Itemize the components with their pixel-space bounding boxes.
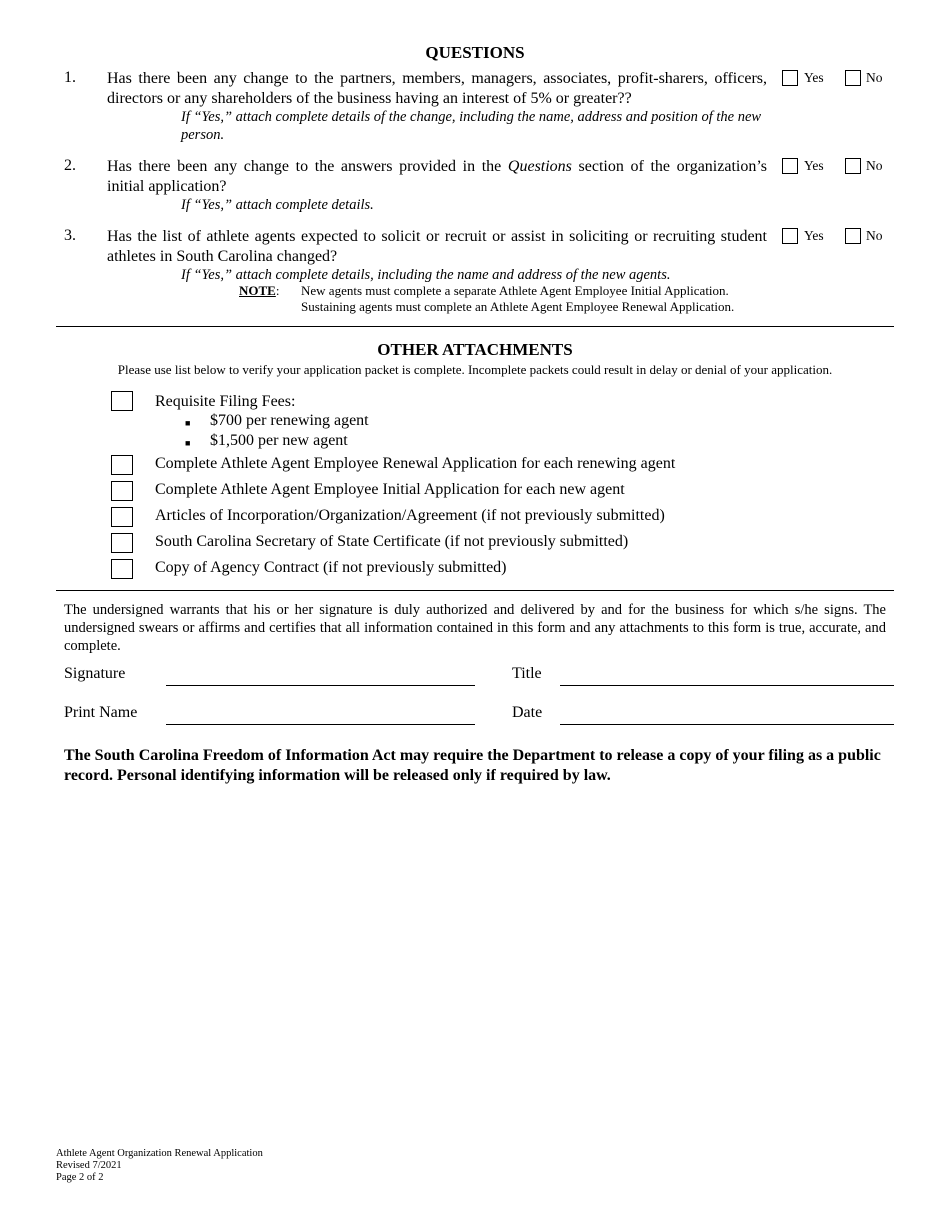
- question-2-text-em: Questions: [507, 158, 572, 175]
- footer-form-name: Athlete Agent Organization Renewal Application: [56, 1148, 263, 1159]
- warrant-statement: The undersigned warrants that his or her signature is duly authorized and delivered by and for the business for which s/he signs. The undersigned swears or affirms and certifies that all information contained in this form and any attachments to this form is true, accurate, and complete.: [64, 602, 886, 654]
- signature-label: Signature: [64, 665, 126, 682]
- note-line-2: Sustaining agents must complete an Athlete Agent Employee Renewal Application.: [301, 299, 735, 314]
- question-1-no-label: No: [866, 70, 883, 85]
- section-divider-2: [56, 590, 894, 591]
- attachment-initial-label: Complete Athlete Agent Employee Initial Application for each new agent: [155, 481, 625, 498]
- fee-renewing: $700 per renewing agent: [210, 412, 369, 429]
- footer-page-number: Page 2 of 2: [56, 1172, 104, 1183]
- fee-new: $1,500 per new agent: [210, 432, 348, 449]
- question-2-yes-checkbox[interactable]: [782, 158, 798, 174]
- date-field[interactable]: [560, 724, 894, 725]
- question-3-no-checkbox[interactable]: [845, 228, 861, 244]
- attachment-renewal-label: Complete Athlete Agent Employee Renewal Application for each renewing agent: [155, 455, 676, 472]
- note-line-1: New agents must complete a separate Athlete Agent Employee Initial Application.: [301, 283, 729, 298]
- title-label: Title: [512, 665, 542, 682]
- question-2-text-before: Has there been any change to the answers provided in the: [107, 158, 508, 175]
- question-3-instruction: If “Yes,” attach complete details, including the name and address of the new agents.: [181, 267, 671, 283]
- note-label: NOTE: [239, 283, 276, 298]
- attachment-fees-label: Requisite Filing Fees:: [155, 393, 296, 410]
- question-1-number: 1.: [64, 69, 76, 86]
- question-1-instruction: If “Yes,” attach complete details of the change, including the name, address and position of the new person.: [181, 109, 762, 143]
- attachment-articles-label: Articles of Incorporation/Organization/Agreement (if not previously submitted): [155, 507, 665, 524]
- date-label: Date: [512, 704, 543, 721]
- questions-title: QUESTIONS: [425, 43, 525, 62]
- question-2-no-label: No: [866, 158, 883, 173]
- attachment-articles-checkbox[interactable]: [111, 507, 133, 527]
- bullet-icon: ■: [185, 418, 191, 428]
- question-2-yes-label: Yes: [804, 158, 824, 173]
- foia-notice: The South Carolina Freedom of Information Act may require the Department to release a copy of your filing as a public record. Personal identifying information will be released only if required by law.: [64, 747, 881, 784]
- question-2-instruction: If “Yes,” attach complete details.: [181, 197, 374, 213]
- question-2-text: [107, 157, 767, 196]
- attachment-fees-checkbox[interactable]: [111, 391, 133, 411]
- attachment-sos-certificate-label: South Carolina Secretary of State Certificate (if not previously submitted): [155, 533, 629, 550]
- bullet-icon: ■: [185, 438, 191, 448]
- footer: [56, 1148, 263, 1184]
- question-2-no-checkbox[interactable]: [845, 158, 861, 174]
- question-3-yes-label: Yes: [804, 228, 824, 243]
- attachment-renewal-checkbox[interactable]: [111, 455, 133, 475]
- attachments-title: OTHER ATTACHMENTS: [377, 340, 573, 359]
- signature-field[interactable]: [166, 685, 475, 686]
- question-2-text-after: section of the organization’s initial application?: [107, 158, 768, 195]
- title-field[interactable]: [560, 685, 894, 686]
- section-divider-1: [56, 326, 894, 327]
- question-1-no-checkbox[interactable]: [845, 70, 861, 86]
- question-2-number: 2.: [64, 157, 76, 174]
- question-3-no-label: No: [866, 228, 883, 243]
- question-1-yes-label: Yes: [804, 70, 824, 85]
- question-3-text: Has the list of athlete agents expected to solicit or recruit or assist in soliciting or recruiting student athletes in South Carolina changed?: [107, 228, 767, 265]
- attachments-instructions: Please use list below to verify your application packet is complete. Incomplete packets could result in delay or denial of your application.: [117, 362, 833, 377]
- question-1-text: Has there been any change to the partners, members, managers, associates, profit-sharers, officers, directors or any shareholders of the business having an interest of 5% or greater??: [107, 70, 767, 107]
- print-name-label: Print Name: [64, 704, 138, 721]
- attachment-agency-contract-checkbox[interactable]: [111, 559, 133, 579]
- print-name-field[interactable]: [166, 724, 475, 725]
- note-label-wrap: NOTE:: [239, 283, 280, 298]
- attachment-initial-checkbox[interactable]: [111, 481, 133, 501]
- question-1-yes-checkbox[interactable]: [782, 70, 798, 86]
- footer-revision: Revised 7/2021: [56, 1160, 122, 1171]
- attachment-agency-contract-label: Copy of Agency Contract (if not previously submitted): [155, 559, 507, 576]
- question-3-yes-checkbox[interactable]: [782, 228, 798, 244]
- attachment-sos-certificate-checkbox[interactable]: [111, 533, 133, 553]
- question-3-number: 3.: [64, 227, 76, 244]
